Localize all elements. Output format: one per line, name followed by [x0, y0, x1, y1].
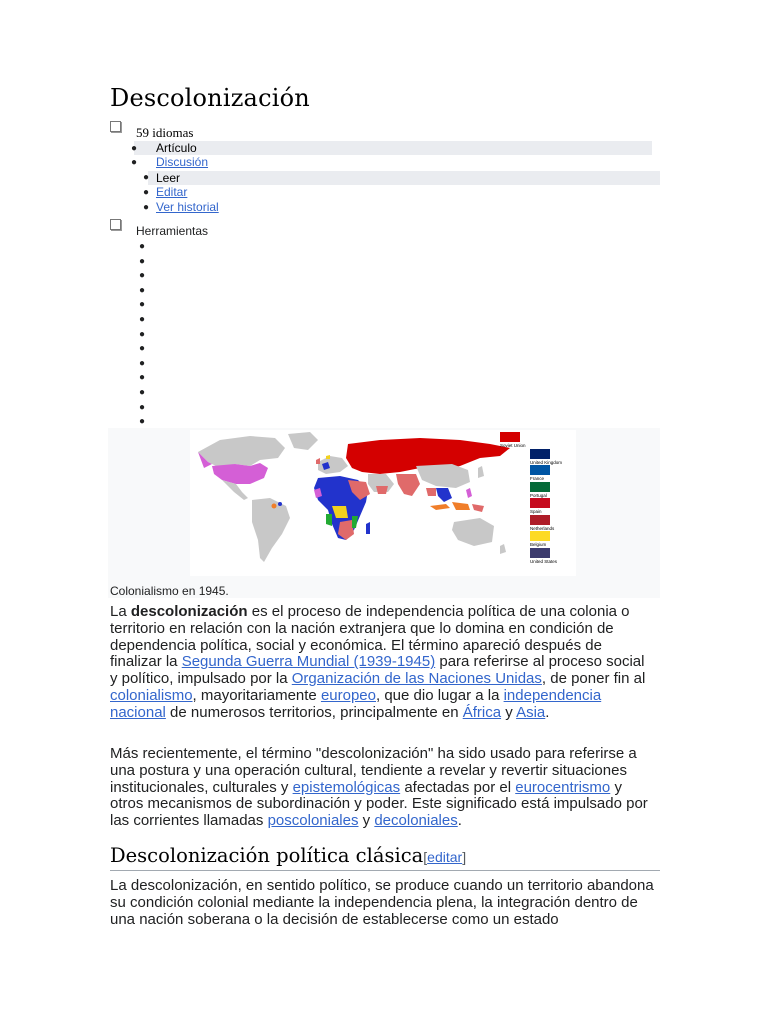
link-poscoloniales[interactable]: poscoloniales	[267, 812, 359, 830]
tools-list-item[interactable]: ●	[139, 372, 146, 384]
legend-label: United States	[530, 558, 558, 564]
tab-article[interactable]: Artículo	[156, 141, 197, 155]
section-heading	[110, 844, 466, 867]
edit-section-link[interactable]: editar	[427, 849, 463, 865]
link-africa[interactable]: África	[462, 703, 502, 721]
link-asia[interactable]: Asia	[516, 703, 546, 721]
legend-flag	[530, 531, 550, 541]
tools-checkbox[interactable]	[110, 219, 121, 230]
legend-label: Netherlands	[530, 525, 555, 531]
text: , de poner fin al	[541, 670, 646, 688]
text: .	[545, 703, 550, 721]
text: .	[457, 812, 462, 830]
legend-label: Belgium	[530, 542, 547, 547]
tools-list-item[interactable]: ●	[139, 241, 146, 252]
section-paragraph: La descolonización, en sentido político, se produce cuando un territorio abandona su condición colonial mediante la independencia plena, la integración dentro de una nación soberana o la decisión de establecerse como un estado	[110, 877, 654, 928]
languages-checkbox[interactable]	[110, 121, 121, 132]
text: y otros mecanismos de subordinación y poder. Este significado está impulsado por las corrientes llamadas	[110, 778, 648, 830]
legend-flag	[530, 515, 550, 525]
legend-label: United Kingdom	[530, 459, 563, 465]
tools-list-item[interactable]: ●	[139, 255, 146, 267]
tab-read-row	[148, 171, 660, 185]
text: es el proceso de independencia política de una colonia o territorio en relación con la nación extranjera que lo domina en condición de dependencia política, social y económica. El término apareció después de finalizar la	[110, 603, 630, 671]
text: afectadas por el	[400, 778, 516, 796]
bracket: ]	[462, 849, 467, 865]
link-colonialismo[interactable]: colonialismo	[110, 686, 193, 704]
legend-flag	[500, 432, 520, 442]
bracket: [	[423, 849, 428, 865]
tools-list-item[interactable]: ●	[139, 401, 146, 413]
text: , mayoritariamente	[192, 686, 321, 704]
tab-article-row	[134, 141, 652, 155]
tools-list-item[interactable]: ●	[139, 357, 146, 369]
legend-label: Portugal	[530, 492, 547, 498]
tools-list-item[interactable]: ●	[139, 387, 146, 398]
text: Más recientemente, el término "descolonización" ha sido usado para referirse a una postura y una operación cultural, tendiente a revelar y revertir situaciones institucionales, culturales y	[110, 745, 637, 796]
tools-list-item[interactable]: ●	[139, 416, 146, 428]
legend-flag	[530, 482, 550, 492]
text: La	[110, 603, 131, 620]
list-bullet: ●	[143, 172, 150, 183]
text: para referirse al proceso social y político, impulsado por la	[110, 653, 645, 688]
tools-list-item[interactable]: ●	[139, 284, 146, 296]
tools-button[interactable]: Herramientas	[136, 224, 209, 238]
text: , que dio lugar a la	[376, 686, 504, 704]
link-epistemologicas[interactable]: epistemológicas	[292, 778, 401, 796]
tools-list-item[interactable]: ●	[139, 299, 146, 311]
list-bullet: ●	[131, 143, 138, 154]
text: de numerosos territorios, principalmente en	[165, 703, 463, 721]
link-europeo[interactable]: europeo	[320, 686, 376, 704]
legend-flag	[530, 465, 550, 475]
tools-list-item[interactable]: ●	[139, 328, 146, 340]
link-independencia-nacional[interactable]: independencia nacional	[110, 686, 602, 721]
legend-flag	[530, 548, 550, 558]
tab-read[interactable]: Leer	[156, 171, 181, 185]
list-bullet: ●	[131, 157, 138, 168]
intro-paragraph-1	[110, 604, 655, 722]
bold-term: descolonización	[130, 603, 248, 620]
legend-flag	[530, 449, 550, 459]
tab-discussion[interactable]: Discusión	[156, 155, 209, 169]
link-eurocentrismo[interactable]: eurocentrismo	[515, 778, 611, 796]
legend-label: Spain	[530, 509, 542, 514]
tab-history[interactable]: Ver historial	[156, 200, 219, 214]
list-bullet: ●	[143, 187, 150, 198]
edit-section-link-wrapper	[423, 849, 466, 865]
legend-label: Soviet Union	[500, 443, 526, 448]
legend-label: France	[530, 476, 545, 481]
tab-edit[interactable]: Editar	[156, 185, 188, 199]
tools-list-item[interactable]: ●	[139, 314, 146, 325]
link-onu[interactable]: Organización de las Naciones Unidas	[291, 670, 542, 688]
text: y	[501, 703, 517, 721]
tools-list-item[interactable]: ●	[139, 343, 146, 355]
link-decoloniales[interactable]: decoloniales	[374, 812, 458, 830]
section-title: Descolonización política clásica	[110, 844, 424, 867]
section-divider	[110, 870, 660, 871]
world-map-image	[190, 430, 576, 576]
page-title: Descolonización	[110, 84, 310, 112]
tools-list-item[interactable]: ●	[139, 270, 146, 282]
intro-paragraph-2	[110, 746, 655, 830]
legend-flag	[530, 498, 550, 508]
list-bullet: ●	[143, 202, 150, 213]
colonialism-map	[190, 430, 576, 576]
figure-caption: Colonialismo en 1945.	[110, 584, 229, 598]
text: y	[358, 812, 375, 830]
link-segunda-guerra-mundial[interactable]: Segunda Guerra Mundial (1939-1945)	[181, 653, 436, 671]
languages-button[interactable]: 59 idiomas	[136, 125, 194, 140]
